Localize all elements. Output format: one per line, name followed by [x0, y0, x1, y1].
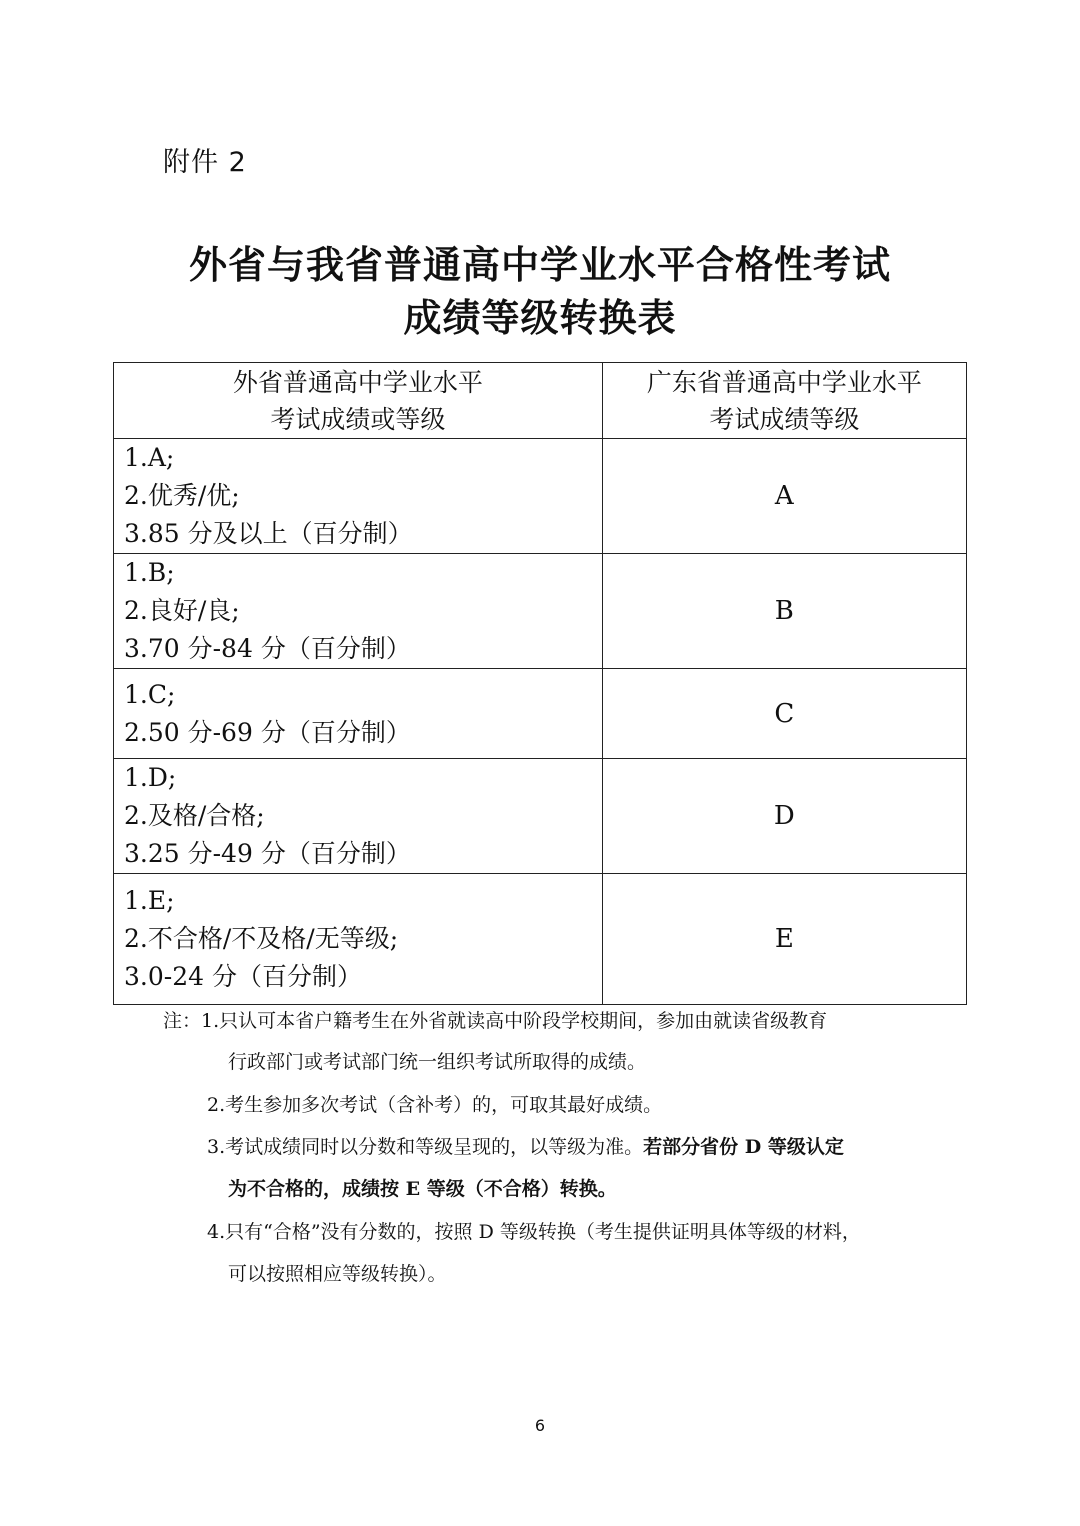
grade-criterion: 1.C; [124, 679, 176, 709]
guangdong-grade-cell: B [602, 554, 966, 669]
note-1-line1: 注：1.只认可本省户籍考生在外省就读高中阶段学校期间，参加由就读省级教育 [163, 1010, 828, 1032]
note-4-line2: 可以按照相应等级转换）。 [228, 1263, 447, 1285]
grade-criterion: 1.E; [124, 886, 175, 915]
note-3-normal-text: 3.考试成绩同时以分数和等级呈现的，以等级为准。 [207, 1136, 644, 1158]
grade-criterion: 1.A; [124, 443, 175, 472]
other-province-grade-cell [114, 439, 603, 554]
guangdong-grade-cell: E [602, 874, 966, 1005]
grade-criterion: 3.0-24 分（百分制） [124, 962, 362, 991]
grade-criterion: 3.85 分及以上（百分制） [124, 519, 413, 548]
header-guangdong-line1: 广东省普通高中学业水平 [646, 367, 922, 397]
guangdong-grade-cell: C [602, 669, 966, 759]
note-1-line2: 行政部门或考试部门统一组织考试所取得的成绩。 [228, 1051, 647, 1073]
document-title-line2: 成绩等级转换表 [403, 295, 677, 340]
other-province-grade-cell [114, 874, 603, 1005]
table-row-c [114, 669, 967, 759]
page-number: 6 [534, 1416, 546, 1435]
header-guangdong [602, 363, 966, 439]
table-row-e [114, 874, 967, 1005]
grade-criterion: 1.D; [124, 763, 177, 792]
header-other-province [114, 363, 603, 439]
other-province-grade-cell [114, 554, 603, 669]
table-row-d [114, 759, 967, 874]
grade-criterion: 2.良好/良; [124, 596, 240, 625]
table-row-b [114, 554, 967, 669]
attachment-label: 附件 2 [163, 147, 247, 178]
other-province-grade-cell [114, 759, 603, 874]
other-province-grade-cell [114, 669, 603, 759]
guangdong-grade-cell: D [602, 759, 966, 874]
grade-criterion: 3.25 分-49 分（百分制） [124, 839, 411, 868]
grade-criterion: 2.及格/合格; [124, 801, 265, 830]
note-4-line1: 4.只有“合格”没有分数的，按照 D 等级转换（考生提供证明具体等级的材料， [207, 1221, 861, 1243]
note-3-line1 [207, 1132, 844, 1159]
grade-criterion: 2.优秀/优; [124, 481, 240, 510]
grade-conversion-table [113, 362, 967, 1005]
header-other-province-line2: 考试成绩或等级 [270, 404, 446, 434]
note-3-line2: 为不合格的，成绩按 E 等级（不合格）转换。 [228, 1178, 617, 1200]
grade-criterion: 3.70 分-84 分（百分制） [124, 634, 411, 663]
guangdong-grade-cell: A [602, 439, 966, 554]
document-title-line1: 外省与我省普通高中学业水平合格性考试 [188, 242, 891, 287]
table-row-a [114, 439, 967, 554]
header-other-province-line1: 外省普通高中学业水平 [232, 367, 483, 397]
table-header-row [114, 363, 967, 439]
grade-criterion: 1.B; [124, 558, 175, 587]
grade-criterion: 2.不合格/不及格/无等级; [124, 924, 399, 953]
note-2: 2.考生参加多次考试（含补考）的，可取其最好成绩。 [207, 1094, 663, 1116]
grade-criterion: 2.50 分-69 分（百分制） [124, 717, 411, 747]
header-guangdong-line2: 考试成绩等级 [709, 404, 860, 434]
note-3-bold-text: 若部分省份 D 等级认定 [643, 1136, 844, 1158]
